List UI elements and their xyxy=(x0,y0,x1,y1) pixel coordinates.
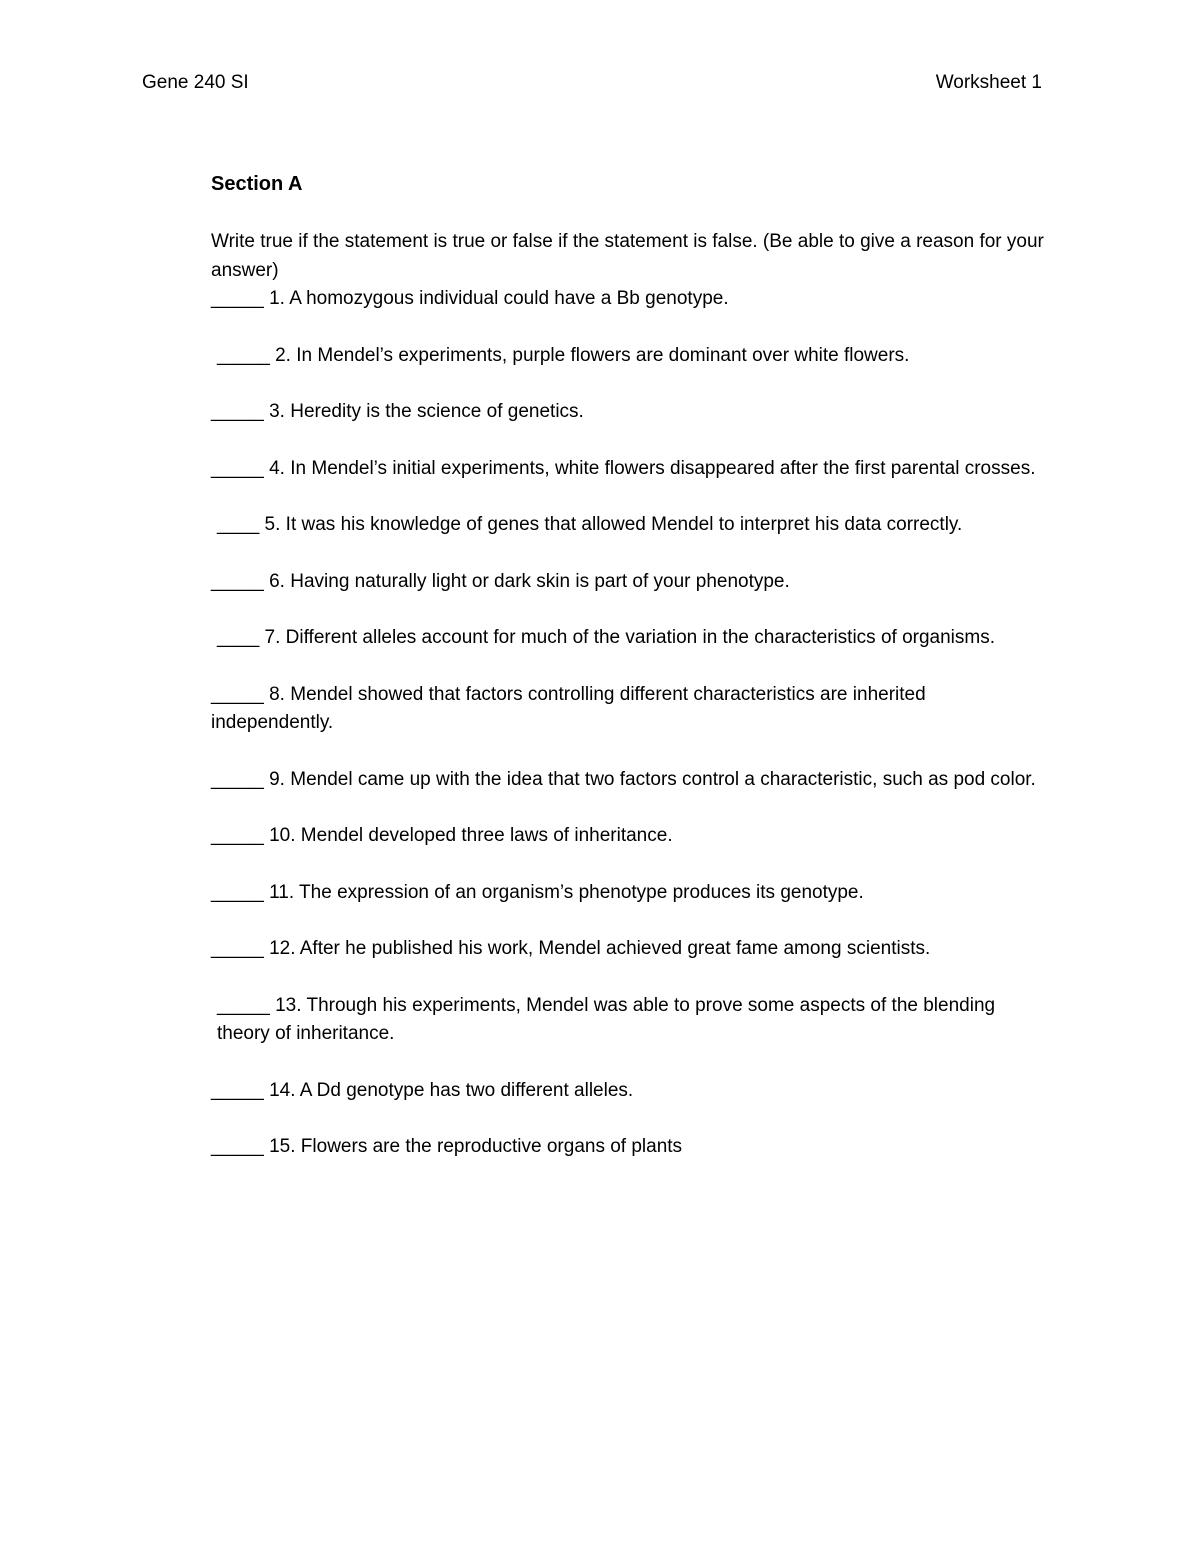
question-8: _____ 8. Mendel showed that factors controlling different characteristics are inherited independently. xyxy=(211,683,926,733)
question-4: _____ 4. In Mendel’s initial experiments, white flowers disappeared after the first parental crosses. xyxy=(211,457,1036,479)
question-3: _____ 3. Heredity is the science of genetics. xyxy=(211,401,584,422)
question-1: _____ 1. A homozygous individual could have a Bb genotype. xyxy=(211,288,729,309)
question-12: _____ 12. After he published his work, Mendel achieved great fame among scientists. xyxy=(211,938,931,959)
question-6: _____ 6. Having naturally light or dark skin is part of your phenotype. xyxy=(211,570,790,592)
question-2: _____ 2. In Mendel’s experiments, purple flowers are dominant over white flowers. xyxy=(217,344,910,366)
instructions: Write true if the statement is true or false if the statement is false. (Be able to give a reason for your answer) xyxy=(211,231,1044,281)
question-13: _____ 13. Through his experiments, Mendel was able to prove some aspects of the blending theory of inheritance. xyxy=(217,994,996,1044)
question-5: ____ 5. It was his knowledge of genes that allowed Mendel to interpret his data correctly. xyxy=(217,514,963,535)
question-11: _____ 11. The expression of an organism’s phenotype produces its genotype. xyxy=(211,881,864,903)
question-7: ____ 7. Different alleles account for much of the variation in the characteristics of organisms. xyxy=(217,627,995,648)
page-header xyxy=(142,72,1042,100)
section-title: Section A xyxy=(211,173,303,195)
course-title: Gene 240 SI xyxy=(142,72,249,93)
question-14: _____ 14. A Dd genotype has two different alleles. xyxy=(211,1079,634,1101)
worksheet-content xyxy=(211,170,1051,1190)
question-15: _____ 15. Flowers are the reproductive organs of plants xyxy=(211,1136,683,1157)
question-9: _____ 9. Mendel came up with the idea that two factors control a characteristic, such as pod color. xyxy=(211,768,1036,790)
worksheet-label: Worksheet 1 xyxy=(935,72,1042,93)
question-10: _____ 10. Mendel developed three laws of inheritance. xyxy=(211,825,673,846)
